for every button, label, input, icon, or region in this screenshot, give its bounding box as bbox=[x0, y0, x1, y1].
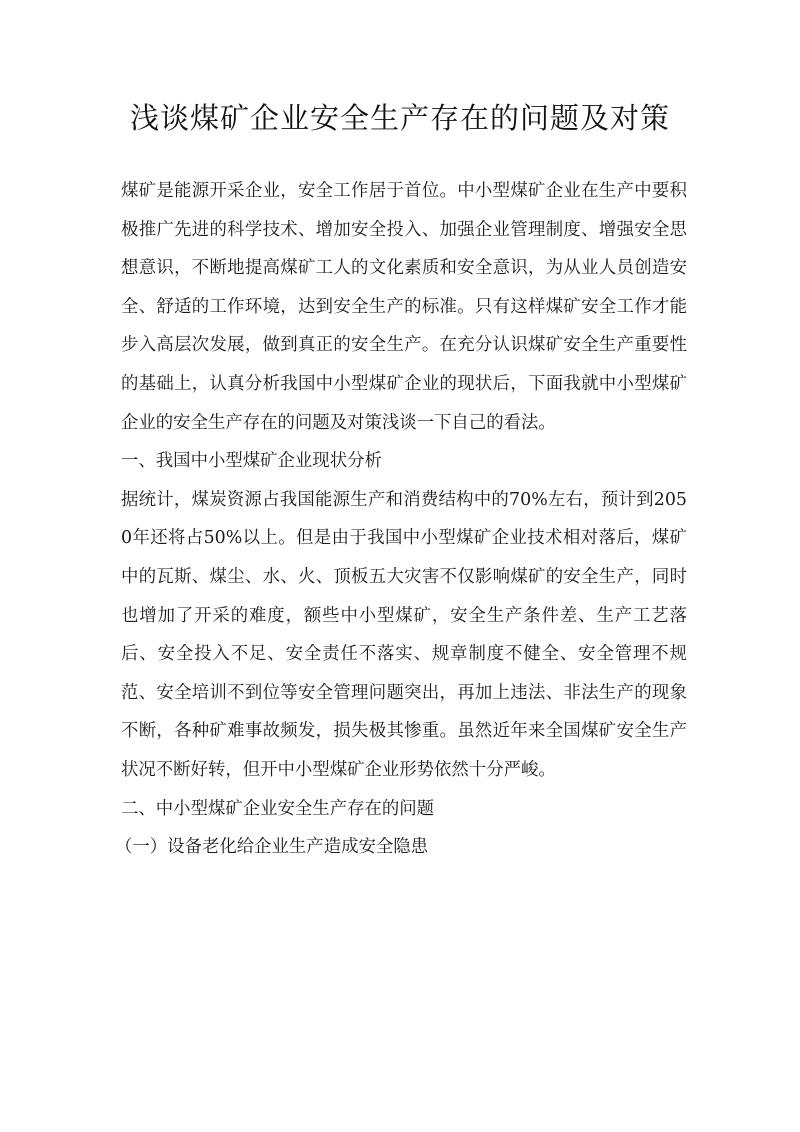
section-heading-2: 二、中小型煤矿企业安全生产存在的问题 bbox=[121, 798, 435, 819]
intro-paragraph: 煤矿是能源开采企业，安全工作居于首位。中小型煤矿企业在生产中要积极推广先进的科学技术、增加安全投入、加强企业管理制度、增强安全思想意识，不断地提高煤矿工人的文化素质和安全意识，为从业人员创造安全、舒适的工作环境，达到安全生产的标准。只有这样煤矿安全工作才能步入高层次发展，做到真正的安全生产。在充分认识煤矿安全生产重要性的基础上，认真分析我国中小型煤矿企业的现状后，下面我就中小型煤矿企业的安全生产存在的问题及对策浅谈一下自己的看法。 bbox=[121, 181, 687, 433]
subsection-heading-1: （一）设备老化给企业生产造成安全隐患 bbox=[115, 837, 429, 858]
document-title: 浅谈煤矿企业安全生产存在的问题及对策 bbox=[129, 101, 670, 135]
status-analysis-paragraph: 据统计，煤炭资源占我国能源生产和消费结构中的70%左右，预计到2050年还将占50%以上。但是由于我国中小型煤矿企业技术相对落后，煤矿中的瓦斯、煤尘、水、火、顶板五大灾害不仅影响煤矿的安全生产，同时也增加了开采的难度，额些中小型煤矿，安全生产条件差、生产工艺落后、安全投入不足、安全责任不落实、规章制度不健全、安全管理不规范、安全培训不到位等安全管理问题突出，再加上违法、非法生产的现象不断，各种矿难事故频发，损失极其惨重。虽然近年来全国煤矿安全生产状况不断好转，但开中小型煤矿企业形势依然十分严峻。 bbox=[121, 489, 687, 780]
document-body bbox=[115, 172, 687, 867]
section-heading-1: 一、我国中小型煤矿企业现状分析 bbox=[121, 451, 382, 472]
